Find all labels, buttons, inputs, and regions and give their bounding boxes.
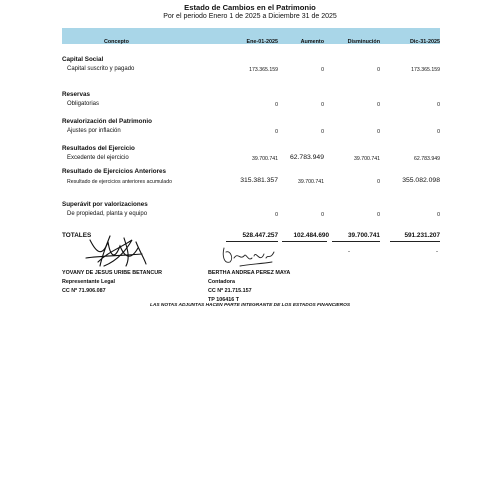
section-title: Revalorización del Patrimonio <box>62 118 152 125</box>
accountant-tp: TP 106416 T <box>208 297 240 303</box>
cell-value: 0 <box>437 129 440 135</box>
total-value: 102.484.690 <box>293 232 329 239</box>
total-underline <box>390 241 440 242</box>
cell-value: 0 <box>275 212 278 218</box>
statement-title: Estado de Cambios en el Patrimonio <box>184 3 316 12</box>
accountant-name: BERTHA ANDREA PEREZ MAYA <box>208 270 291 276</box>
total-value: 39.700.741 <box>348 232 380 239</box>
accountant-role: Contadora <box>208 279 235 285</box>
cell-value: 0 <box>275 129 278 135</box>
footnote: LAS NOTAS ADJUNTAS HACEN PARTE INTEGRANTE DE LOS ESTADOS FINANCIEROS <box>149 303 351 308</box>
header-aumento: Aumento <box>300 39 324 45</box>
total-value: 528.447.257 <box>242 232 278 239</box>
cell-value: 0 <box>321 102 324 108</box>
cell-value: 39.700.741 <box>354 156 380 162</box>
totals-label: TOTALES <box>62 232 92 239</box>
cell-value: 39.700.741 <box>252 156 278 162</box>
row-label: De propiedad, planta y equipo <box>67 211 148 217</box>
row-label: Resultado de ejercicios anteriores acumulado <box>67 179 172 185</box>
header-dic: Dic-31-2025 <box>410 39 440 45</box>
row-label: Capital suscrito y pagado <box>67 66 135 72</box>
legal-rep-name: YOVANY DE JESUS URIBE BETANCUR <box>62 270 163 276</box>
header-ene: Ene-01-2025 <box>246 39 278 45</box>
cell-value: 0 <box>321 212 324 218</box>
cell-value: 0 <box>437 212 440 218</box>
row-label: Obligatorias <box>67 101 100 107</box>
cell-value: 315.381.357 <box>240 177 278 184</box>
cell-value: 0 <box>321 67 324 73</box>
legal-rep-role: Representante Legal <box>62 279 116 285</box>
cell-value: 0 <box>377 179 380 185</box>
signature-accountant <box>220 244 278 270</box>
cell-value: 0 <box>377 67 380 73</box>
row-label: Excedente del ejercicio <box>67 155 129 161</box>
cell-value: 62.783.949 <box>289 154 324 161</box>
cell-value: 173.365.159 <box>411 67 440 73</box>
dash-mark: - <box>348 249 350 255</box>
cell-value: 0 <box>437 102 440 108</box>
section-title: Resultados del Ejercicio <box>62 145 135 152</box>
accountant-id: CC Nº 21.715.157 <box>208 288 252 294</box>
header-concepto: Concepto <box>104 39 129 45</box>
cell-value: 0 <box>377 129 380 135</box>
section-title: Reservas <box>62 91 91 98</box>
total-underline <box>332 241 380 242</box>
row-label: Ajustes por inflación <box>67 128 121 134</box>
cell-value: 0 <box>321 129 324 135</box>
dash-mark: - <box>436 249 438 255</box>
total-value: 591.231.207 <box>404 232 440 239</box>
signature-legal-rep <box>80 232 152 270</box>
cell-value: 355.082.098 <box>402 177 440 184</box>
cell-value: 39.700.741 <box>298 179 324 185</box>
legal-rep-id: CC Nº 71.906.087 <box>62 288 106 294</box>
header-disminucion: Disminución <box>347 39 380 45</box>
section-title: Capital Social <box>62 56 104 63</box>
section-title: Resultado de Ejercicios Anteriores <box>62 168 167 175</box>
cell-value: 0 <box>377 212 380 218</box>
section-title: Superávit por valorizaciones <box>62 201 148 208</box>
statement-period: Por el periodo Enero 1 de 2025 a Diciembre 31 de 2025 <box>163 13 337 20</box>
cell-value: 0 <box>377 102 380 108</box>
cell-value: 0 <box>275 102 278 108</box>
cell-value: 173.365.159 <box>249 67 278 73</box>
cell-value: 62.783.949 <box>414 156 440 162</box>
total-underline <box>226 241 278 242</box>
total-underline <box>282 241 327 242</box>
